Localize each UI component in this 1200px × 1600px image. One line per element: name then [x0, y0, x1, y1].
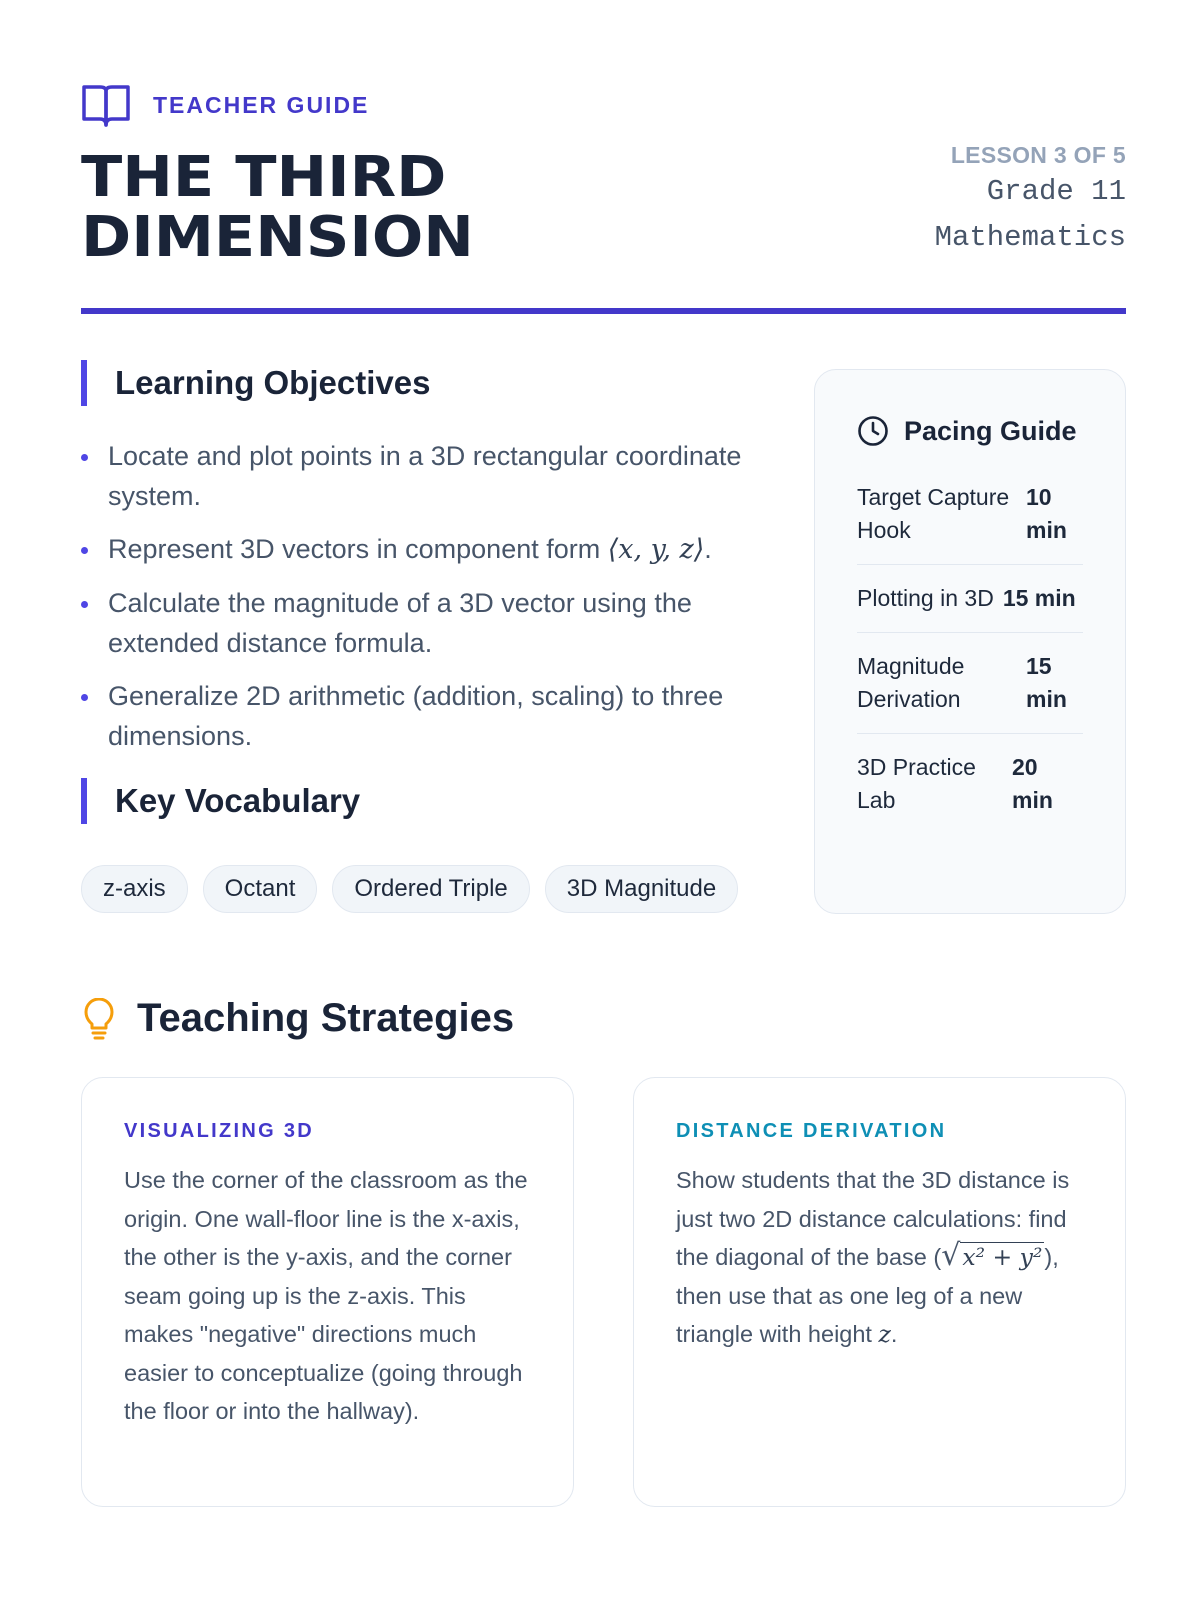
strategy-card-distance [633, 1077, 1126, 1507]
pacing-row [857, 734, 1083, 834]
pacing-time: 10 min [1026, 484, 1067, 543]
strategy-card-title: VISUALIZING 3D [124, 1120, 314, 1142]
vocabulary-heading [81, 778, 360, 824]
objectives-heading-text: Learning Objectives [115, 364, 431, 401]
pacing-activity: Plotting in 3D [857, 585, 994, 611]
strategy-card-visualizing [81, 1077, 574, 1507]
pacing-time: 15 min [1002, 585, 1076, 611]
teacher-guide-page [81, 0, 1126, 1600]
subject-label: Mathematics [934, 221, 1126, 254]
list-item [81, 436, 771, 516]
objectives-list [81, 436, 771, 769]
strategy-card-body: Use the corner of the classroom as the origin. One wall-floor line is the x-axis, the other is the y-axis, and the corner seam going up is the z-axis. This makes "negative" directions much easier to conceptualize (going through the floor or into the hallway). [124, 1167, 528, 1424]
grade-label: Grade 11 [986, 175, 1126, 208]
pacing-row [857, 565, 1083, 633]
strategy-text: . [890, 1321, 898, 1347]
pacing-activity: Magnitude Derivation [857, 653, 965, 712]
pacing-row [857, 633, 1083, 734]
vocabulary-heading-text: Key Vocabulary [115, 782, 361, 819]
objective-text: Locate and plot points in a 3D rectangular coordinate system. [108, 441, 742, 511]
pacing-row [857, 464, 1083, 565]
objective-text: Generalize 2D arithmetic (addition, scaling) to three dimensions. [108, 681, 724, 751]
title-line-1: THE THIRD [81, 145, 447, 210]
pacing-activity: 3D Practice Lab [857, 754, 976, 813]
lesson-meta [935, 142, 1126, 261]
list-item [81, 583, 771, 663]
vector-notation: ⟨x, y, z⟩ [607, 534, 705, 565]
objective-text: Represent 3D vectors in component form [108, 534, 608, 564]
open-book-icon [81, 82, 131, 128]
pacing-guide-card [814, 369, 1126, 914]
strategy-card-body [676, 1161, 1083, 1354]
lesson-number: LESSON 3 OF 5 [950, 142, 1126, 168]
pacing-time: 20 min [1012, 754, 1053, 813]
strategies-heading-text: Teaching Strategies [137, 996, 515, 1040]
radicand: x² + y² [962, 1243, 1043, 1271]
eyebrow [81, 82, 369, 128]
pacing-activity: Target Capture Hook [857, 484, 1010, 543]
eyebrow-label: TEACHER GUIDE [153, 91, 370, 118]
objective-text: Calculate the magnitude of a 3D vector using the extended distance formula. [108, 588, 692, 658]
pacing-time: 15 min [1026, 653, 1067, 712]
lightbulb-icon [81, 998, 117, 1040]
strategies-heading [81, 996, 514, 1041]
vocab-chip: Octant [203, 865, 318, 913]
vocab-chip: 3D Magnitude [545, 865, 738, 913]
strategy-card-title: DISTANCE DERIVATION [676, 1120, 947, 1142]
clock-icon [857, 415, 889, 447]
pacing-heading [857, 415, 1083, 447]
header-divider [81, 308, 1126, 314]
list-item [81, 676, 771, 756]
page-title [81, 145, 474, 270]
list-item [81, 529, 771, 570]
heading-accent-bar [81, 360, 87, 406]
strategy-text: Show students that the 3D distance is just two 2D distance calculations: find the diagonal of the base ( [676, 1167, 1070, 1270]
vocabulary-chips [81, 865, 738, 913]
height-variable: z [878, 1320, 891, 1348]
title-line-2: DIMENSION [81, 205, 474, 270]
radical-sign: √ [941, 1238, 961, 1273]
heading-accent-bar [81, 778, 87, 824]
vocab-chip: z-axis [81, 865, 188, 913]
pacing-rows [857, 464, 1083, 834]
vocab-chip: Ordered Triple [332, 865, 529, 913]
objectives-heading [81, 360, 430, 406]
strategy-text: ), then use that as one leg of a new triangle with height [676, 1244, 1059, 1347]
objective-tail: . [704, 534, 712, 564]
pacing-heading-text: Pacing Guide [904, 415, 1077, 446]
sqrt-expression [941, 1238, 1044, 1277]
